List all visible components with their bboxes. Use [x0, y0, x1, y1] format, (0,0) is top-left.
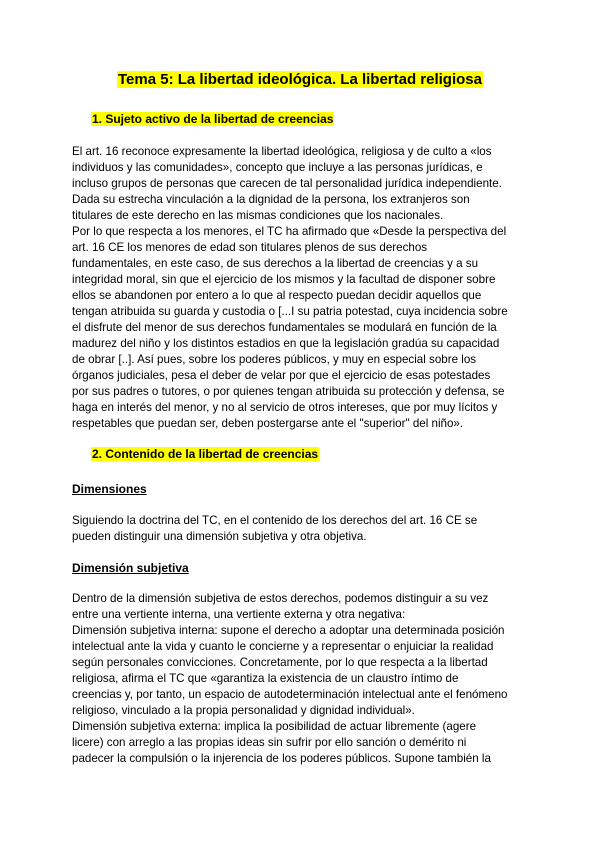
text-line: Dimensión subjetiva externa: implica la posibilidad de actuar libremente (agere	[72, 720, 477, 733]
text-line: individuos y las comunidades», concepto que incluye a las personas jurídicas, e	[72, 161, 483, 174]
text-line: incluso grupos de personas que carecen de tal personalidad jurídica independiente.	[72, 177, 502, 190]
text-line: art. 16 CE los menores de edad son titulares plenos de sus derechos	[72, 241, 428, 254]
section-1-paragraph	[72, 144, 534, 432]
dimension-subjetiva-heading: Dimensión subjetiva	[72, 561, 189, 575]
text-line: Siguiendo la doctrina del TC, en el contenido de los derechos del art. 16 CE se	[72, 514, 478, 527]
text-line: licere) con arreglo a las propias ideas sin sufrir por ello sanción o demérito ni	[72, 736, 467, 749]
text-line: haga en interés del menor, y no al servicio de otros intereses, que por muy lícitos y	[72, 401, 498, 414]
text-line: madurez del niño y los distintos estadios en que la legislación gradúa su capacidad	[72, 337, 500, 350]
text-line: entre una vertiente interna, una vertiente externa y otra negativa:	[72, 608, 406, 621]
text-line: Por lo que respecta a los menores, el TC ha afirmado que «Desde la perspectiva del	[72, 225, 507, 238]
text-line: de obrar [..]. Así pues, sobre los poderes públicos, y muy en especial sobre los	[72, 353, 477, 366]
dimensiones-paragraph	[72, 513, 534, 545]
text-line: intelectual ante la vida y cuanto le concierne y a representar o enjuiciar la realidad	[72, 640, 494, 653]
text-line: por sus padres o tutores, o por quienes tengan atribuida su protección y defensa, se	[72, 385, 505, 398]
text-line: pueden distinguir una dimensión subjetiva y otra objetiva.	[72, 530, 367, 543]
text-line: órganos judiciales, pesa el deber de velar por que el ejercicio de esas potestades	[72, 369, 491, 382]
text-line: ellos se abandonen por entero a lo que al respecto puedan decidir aquellos que	[72, 289, 482, 302]
text-line: religioso, vinculado a la propia personalidad y dignidad individual».	[72, 704, 415, 717]
text-line: Dimensión subjetiva interna: supone el derecho a adoptar una determinada posición	[72, 624, 505, 637]
text-line: integridad moral, sin que el ejercicio de los mismos y la facultad de disponer sobre	[72, 273, 496, 286]
document-title-text: Tema 5: La libertad ideológica. La libertad religiosa	[118, 71, 482, 88]
text-line: según personales convicciones. Concretamente, por lo que respecta a la libertad	[72, 656, 488, 669]
text-line: fundamentales, en este caso, de sus derechos a la libertad de creencias y a su	[72, 257, 479, 270]
text-line: Dentro de la dimensión subjetiva de estos derechos, podemos distinguir a su vez	[72, 592, 489, 605]
text-line: tengan atribuida su guarda y custodia o [...I su patria potestad, cuya incidencia sobre	[72, 305, 508, 318]
dimensiones-heading: Dimensiones	[72, 482, 147, 496]
document-title	[0, 70, 600, 90]
text-line: Dada su estrecha vinculación a la dignidad de la persona, los extranjeros son	[72, 193, 470, 206]
text-line: creencias y, por tanto, un espacio de autodeterminación intelectual ante el fenómeno	[72, 688, 508, 701]
text-line: padecer la compulsión o la injerencia de los poderes públicos. Supone también la	[72, 752, 491, 765]
text-line: El art. 16 reconoce expresamente la libertad ideológica, religiosa y de culto a «los	[72, 145, 492, 158]
text-line: el disfrute del menor de sus derechos fundamentales se modulará en función de la	[72, 321, 497, 334]
text-line: respetables que puedan ser, deben postergarse ante el "superior" del niño».	[72, 417, 464, 430]
text-line: religiosa, afirma el TC que «garantiza la existencia de un claustro íntimo de	[72, 672, 459, 685]
dimension-subjetiva-paragraph	[72, 591, 534, 767]
section-1-heading: 1. Sujeto activo de la libertad de creencias	[92, 112, 334, 126]
section-2-heading: 2. Contenido de la libertad de creencias	[92, 447, 319, 461]
text-line: titulares de este derecho en las mismas condiciones que los nacionales.	[72, 209, 444, 222]
